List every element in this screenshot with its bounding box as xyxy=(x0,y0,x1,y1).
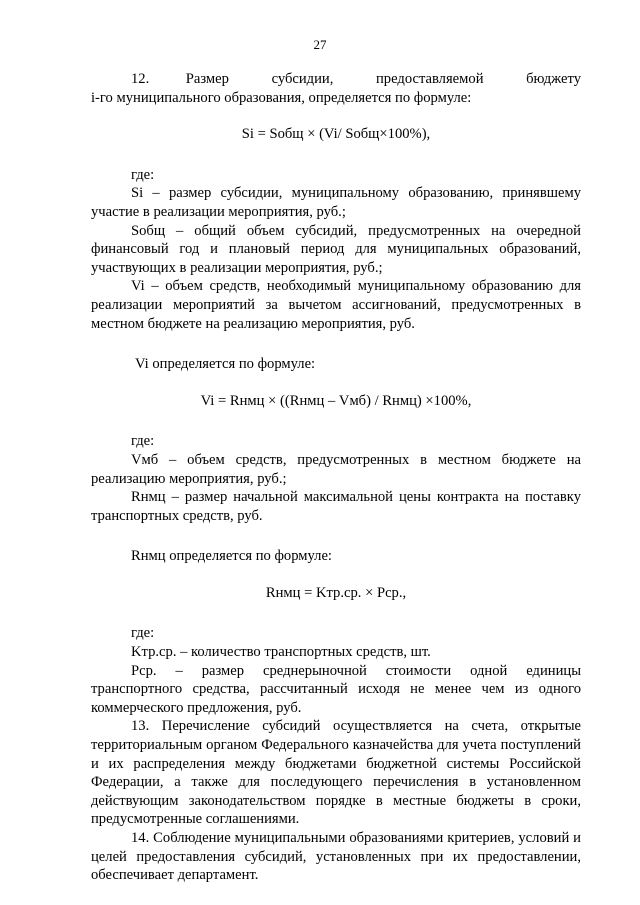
formula-vi: Vi = Rнмц × ((Rнмц – Vмб) / Rнмц) ×100%, xyxy=(200,392,472,409)
formula-si: Si = Sобщ × (Vi/ Sобщ×100%), xyxy=(241,126,431,143)
vmb-definition: Vмб – объем средств, предусмотренных в местном бюджете на реализацию мероприятия, руб.; xyxy=(91,451,581,487)
ktr-definition: Kтр.ср. – количество транспортных средств, шт. xyxy=(131,644,431,661)
where-label-3: где: xyxy=(131,625,155,642)
vi-definition: Vi – объем средств, необходимый муниципальному образованию для реализации мероприятий за вычетом ассигнований, предусмотренных в местном бюджете на реализацию мероприятия, руб. xyxy=(91,278,581,332)
clause-14: 14. Соблюдение муниципальными образованиями критериев, условий и целей предоставления субсидий, установленных при их предоставлении, обеспечивает департамент. xyxy=(91,830,581,884)
vi-intro: Vi определяется по формуле: xyxy=(135,356,316,373)
clause-12-line-2: i-го муниципального образования, определяется по формуле: xyxy=(91,89,472,106)
clause-12-line-1: 12. Размер субсидии, предоставляемой бюджету xyxy=(131,71,581,87)
sobsh-definition: Sобщ – общий объем субсидий, предусмотренных на очередной финансовый год и плановый период для муниципальных образований, участвующих в реализации мероприятия, руб.; xyxy=(91,222,581,276)
rnmc-intro: Rнмц определяется по формуле: xyxy=(131,548,332,565)
clause-13: 13. Перечисление субсидий осуществляется на счета, открытые территориальным органом Федерального казначейства для учета поступлений и их распределения между бюджетами бюджетной системы Российской Федерации, а также для последующего перечисления в установленном действующим законодательством порядке в местные бюджеты в сроки, предусмотренные соглашениями. xyxy=(91,718,581,828)
rnmc-definition: Rнмц – размер начальной максимальной цены контракта на поставку транспортных средств, руб. xyxy=(91,489,581,524)
page-number: 27 xyxy=(313,37,327,52)
where-label-1: где: xyxy=(131,166,155,183)
document-body xyxy=(91,70,581,885)
pcr-definition: Pср. – размер среднерыночной стоимости одной единицы транспортного средства, рассчитанный исходя не менее чем из одного коммерческого предложения, руб. xyxy=(91,662,581,716)
where-label-2: где: xyxy=(131,433,155,450)
formula-rnmc: Rнмц = Kтр.ср. × Pср., xyxy=(265,584,407,601)
si-definition: Si – размер субсидии, муниципальному образованию, принявшему участие в реализации мероприятия, руб.; xyxy=(91,185,581,220)
